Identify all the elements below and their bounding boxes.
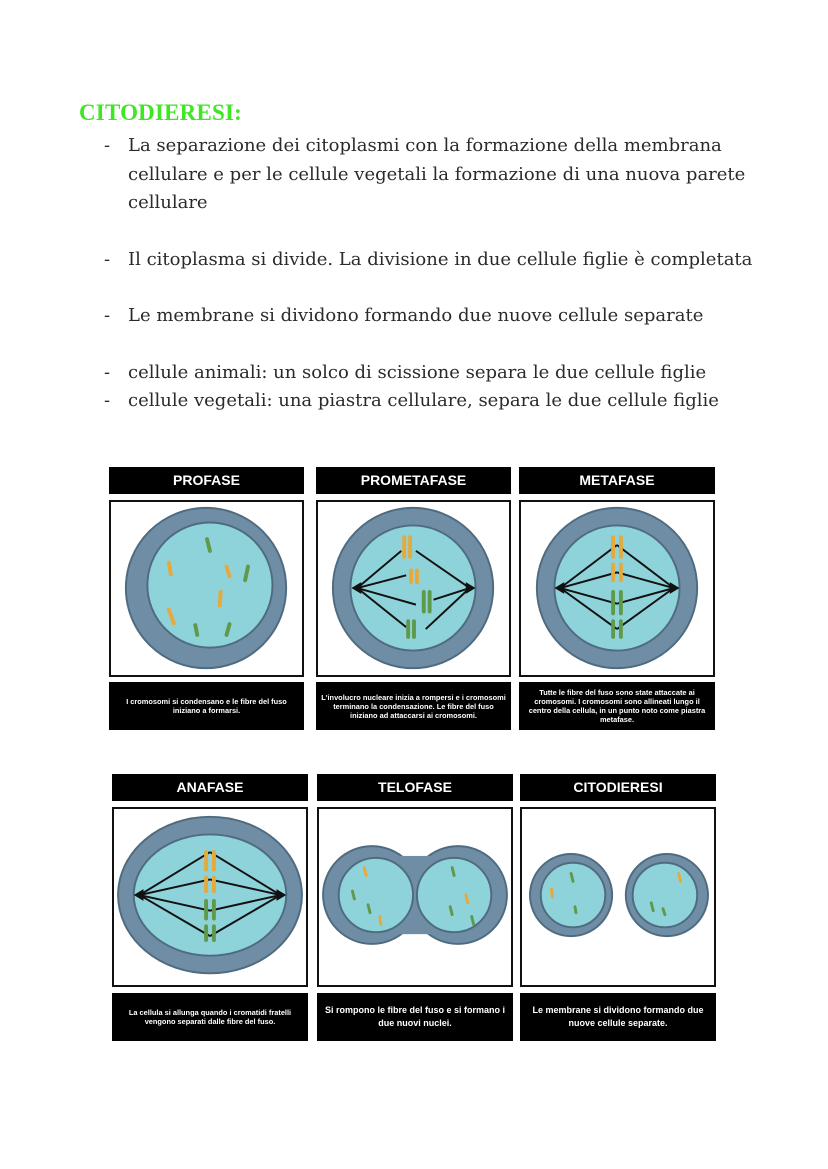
bullet-item (100, 387, 800, 416)
bullet-item (100, 359, 800, 388)
phase-caption-metafase: Tutte le fibre del fuso sono state attaccate ai cromosomi. I cromosomi sono allineati lungo il centro della cellula, in un punto noto come piastra metafase. (519, 682, 715, 730)
metafase-cell-diagram (521, 502, 713, 675)
bullet-list (100, 132, 800, 416)
profase-cell-diagram (111, 502, 302, 675)
bullet-item (100, 246, 800, 275)
anafase-cell-diagram (114, 809, 306, 985)
phase-illustration-prometafase (316, 500, 511, 677)
phase-illustration-metafase (519, 500, 715, 677)
phase-caption-anafase: La cellula si allunga quando i cromatidi fratelli vengono separati dalle fibre del fuso. (112, 993, 308, 1041)
phase-caption-telofase: Si rompono le fibre del fuso e si formano i due nuovi nuclei. (317, 993, 513, 1041)
bullet-item (100, 132, 800, 218)
bullet-text: Le membrane si dividono formando due nuove cellule separate (128, 305, 704, 326)
prometafase-cell-diagram (318, 502, 509, 675)
phase-caption-citodieresi: Le membrane si dividono formando due nuove cellule separate. (520, 993, 716, 1041)
phase-illustration-anafase (112, 807, 308, 987)
bullet-marker: - (104, 248, 111, 270)
section-heading: CITODIERESI: (79, 100, 243, 125)
phase-caption-prometafase: L'involucro nucleare inizia a rompersi e i cromosomi terminano la condensazione. Le fibre del fuso iniziano ad attaccarsi ai cromosomi. (316, 682, 511, 730)
bullet-item (100, 302, 800, 331)
bullet-text: La separazione dei citoplasmi con la formazione della membrana cellulare e per le cellule vegetali la formazione di una nuova parete cellulare (128, 135, 746, 213)
bullet-marker: - (104, 305, 111, 326)
bullet-text: Il citoplasma si divide. La divisione in due cellule figlie è completata (128, 248, 753, 270)
telofase-cell-diagram (319, 809, 511, 985)
bullet-marker: - (104, 135, 111, 156)
phase-illustration-telofase (317, 807, 513, 987)
phase-caption-profase: I cromosomi si condensano e le fibre del fuso iniziano a formarsi. (109, 682, 304, 730)
bullet-text: cellule vegetali: una piastra cellulare, separa le due cellule figlie (128, 390, 719, 411)
phase-illustration-citodieresi (520, 807, 716, 987)
phase-title-prometafase: PROMETAFASE (316, 467, 511, 494)
phase-title-anafase: ANAFASE (112, 774, 308, 801)
phase-title-telofase: TELOFASE (317, 774, 513, 801)
phase-illustration-profase (109, 500, 304, 677)
citodieresi-cell-diagram (522, 809, 714, 985)
bullet-marker: - (104, 390, 111, 411)
bullet-text: cellule animali: un solco di scissione separa le due cellule figlie (128, 361, 707, 383)
bullet-marker: - (104, 361, 111, 383)
phase-title-metafase: METAFASE (519, 467, 715, 494)
phase-title-citodieresi: CITODIERESI (520, 774, 716, 801)
phase-title-profase: PROFASE (109, 467, 304, 494)
